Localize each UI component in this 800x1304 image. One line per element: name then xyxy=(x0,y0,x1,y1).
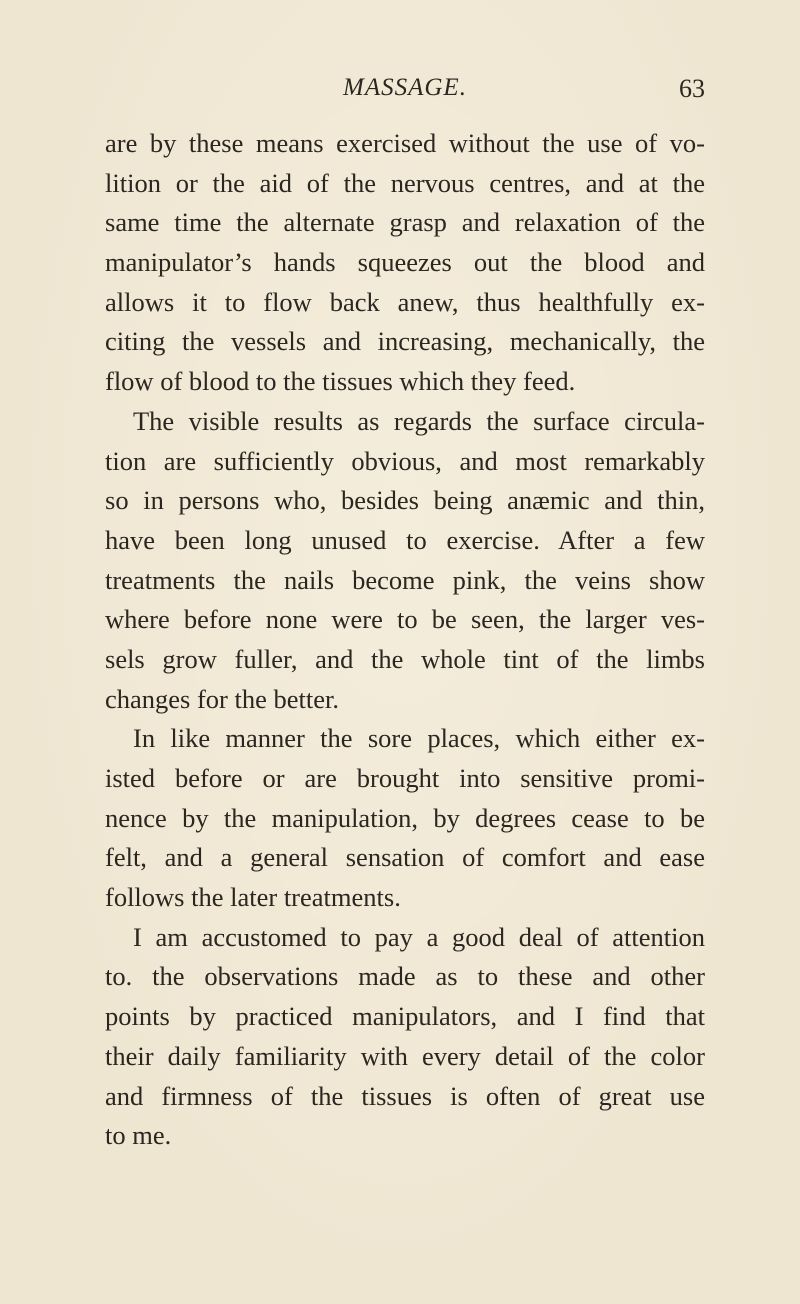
text-line: felt, and a general sensation of comfort and ease xyxy=(105,842,705,873)
page-number: 63 xyxy=(679,74,705,103)
text-line: The visible results as regards the surface circula- xyxy=(133,405,705,436)
text-line: citing the vessels and increasing, mechanically, the xyxy=(105,326,705,357)
text-line: sels grow fuller, and the whole tint of the limbs xyxy=(105,643,705,674)
text-line: and firmness of the tissues is often of great use xyxy=(105,1080,705,1111)
body-text xyxy=(105,124,705,1156)
text-line: points by practiced manipulators, and I find that xyxy=(105,1001,705,1032)
text-line: have been long unused to exercise. After a few xyxy=(105,524,705,555)
text-line: so in persons who, besides being anæmic and thin, xyxy=(105,485,705,516)
text-line: same time the alternate grasp and relaxation of the xyxy=(105,207,705,238)
text-line: allows it to flow back anew, thus healthfully ex- xyxy=(105,286,705,317)
text-line: nence by the manipulation, by degrees cease to be xyxy=(105,802,705,833)
text-line: changes for the better. xyxy=(105,683,339,714)
text-line: tion are sufficiently obvious, and most remarkably xyxy=(105,445,705,476)
text-line: treatments the nails become pink, the veins show xyxy=(105,564,705,595)
text-line: are by these means exercised without the use of vo- xyxy=(105,128,705,158)
text-line: where before none were to be seen, the larger ves- xyxy=(105,604,705,635)
text-line: their daily familiarity with every detail of the color xyxy=(105,1040,705,1071)
text-line: In like manner the sore places, which either ex- xyxy=(133,723,705,754)
running-title: MASSAGE. xyxy=(343,74,467,101)
text-line: to me. xyxy=(105,1120,172,1151)
text-line: I am accustomed to pay a good deal of attention xyxy=(133,921,705,952)
text-line: to. the observations made as to these and other xyxy=(105,961,705,992)
text-line: manipulator’s hands squeezes out the blood and xyxy=(105,247,705,278)
text-line: lition or the aid of the nervous centres, and at the xyxy=(105,167,705,198)
text-line: flow of blood to the tissues which they feed. xyxy=(105,366,576,397)
running-head xyxy=(105,74,705,114)
text-line: isted before or are brought into sensitive promi- xyxy=(105,763,705,793)
text-line: follows the later treatments. xyxy=(105,882,401,913)
